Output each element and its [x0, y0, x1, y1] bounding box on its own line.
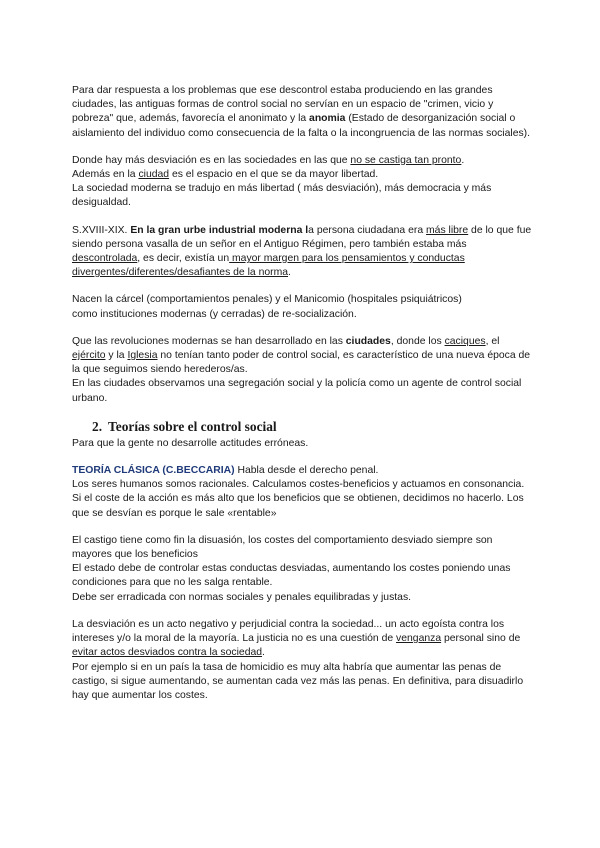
underlined-text: descontrolada — [72, 253, 138, 265]
text: , es decir, existía un — [137, 253, 230, 265]
text: . — [262, 647, 265, 659]
text: El estado debe de controlar estas conductas desviadas, aumentando los costes poniendo unas condiciones para que no les salga rentable. — [72, 563, 511, 589]
text: . — [461, 154, 465, 166]
paragraph-anomia — [72, 84, 532, 141]
text: como instituciones modernas (y cerradas) de re-socialización. — [72, 308, 357, 320]
theory-title: TEORÍA CLÁSICA (C.BECCARIA) — [72, 465, 235, 477]
text: es el espacio en el que se da mayor libertad. — [169, 169, 379, 181]
underlined-text: ejército — [72, 350, 106, 362]
underlined-text: evitar actos desviados contra la sociedad — [72, 647, 263, 659]
text: personal sino de — [441, 633, 521, 645]
bold-term-anomia: anomia — [309, 113, 346, 125]
text: Para que la gente no desarrolle actitudes erróneas. — [72, 437, 309, 449]
underlined-text: Iglesia — [127, 350, 158, 362]
bold-text: ciudades — [345, 335, 391, 347]
text: Además en la — [72, 169, 139, 181]
text: no tenían tanto poder de control social, es característico de una nueva época de la que seguimos siendo herederos/as. — [72, 350, 531, 376]
text: La desviación es un acto negativo y perjudicial contra la sociedad... un acto egoísta contra los intereses y/o la moral de la mayoría. La justicia no es una cuestión de — [72, 618, 505, 645]
text: Nacen la cárcel (comportamientos penales) y el Manicomio (hospitales psiquiátricos) — [72, 294, 462, 306]
underlined-text: ciudad — [138, 169, 170, 181]
text: Por ejemplo si en un país la tasa de homicidio es muy alta habría que aumentar las penas de castigo, si sigue aumentando, se aumentan cada vez más las penas. En definitiva, para disuadirlo hay que aumentar los costes. — [72, 661, 524, 701]
text: Que las revoluciones modernas se han desarrollado en las — [72, 335, 346, 347]
document-page — [72, 84, 532, 703]
text: de lo que fue siendo persona vasalla de un señor en el Antiguo Régimen, pero también estaba más — [72, 224, 532, 250]
text: y la — [105, 350, 128, 362]
text: , donde los — [390, 335, 445, 347]
text: Debe ser erradicada con normas sociales y penales equilibradas y justas. — [72, 591, 412, 603]
text: , el — [485, 335, 500, 347]
paragraph-desviacion-acto — [72, 618, 532, 703]
text: Habla desde el derecho penal. — [234, 465, 379, 477]
section-heading — [92, 419, 532, 435]
text: En las ciudades observamos una segregación social y la policía como un agente de control social urbano. — [72, 378, 522, 404]
text: Los seres humanos somos racionales. Calculamos costes-beneficios y actuamos en consonancia. Si el coste de la acción es más alto que los beneficios que se obtienen, decidimos no hacerlo. Los que se desvían es porque le sale «rentable» — [72, 479, 525, 519]
underlined-text: mayor margen para los pensamientos y conductas divergentes/diferentes/desafiantes de la norma — [72, 253, 465, 279]
underlined-text: no se castiga tan pronto — [350, 154, 462, 166]
text: La sociedad moderna se tradujo en más libertad ( más desviación), más democracia y más desigualdad. — [72, 183, 492, 209]
section-title: Teorías sobre el control social — [108, 418, 277, 434]
underlined-text: más libre — [426, 224, 469, 236]
text: El castigo tiene como fin la disuasión, los costes del comportamiento desviado siempre son mayores que los beneficios — [72, 534, 493, 561]
text: a persona ciudadana era — [308, 224, 427, 236]
bold-text: En la gran urbe industrial moderna l — [130, 224, 309, 236]
paragraph-urbe-industrial — [72, 224, 532, 281]
paragraph-revoluciones — [72, 335, 532, 406]
underlined-text: venganza — [396, 633, 442, 645]
paragraph-castigo — [72, 534, 532, 605]
text: Para dar respuesta a los problemas que ese descontrol estaba produciendo en las grandes ciudades, las antiguas formas de control social no servían en un espacio de "crimen, vicio y pobreza" que, además, favorecía el anonimato y la — [72, 85, 494, 125]
text: . — [288, 267, 291, 279]
paragraph-teoria-clasica — [72, 464, 532, 521]
text: S.XVIII-XIX. — [72, 224, 131, 236]
paragraph-instituciones — [72, 293, 532, 321]
text: (Estado de desorganización social o aislamiento del individuo como consecuencia de la falta o la incongruencia de las normas sociales). — [72, 113, 531, 139]
paragraph-desviacion — [72, 154, 532, 211]
section-subtitle — [72, 437, 532, 451]
section-number: 2. — [92, 418, 103, 434]
underlined-text: caciques — [444, 335, 486, 347]
text: Donde hay más desviación es en las sociedades en las que — [72, 154, 351, 166]
